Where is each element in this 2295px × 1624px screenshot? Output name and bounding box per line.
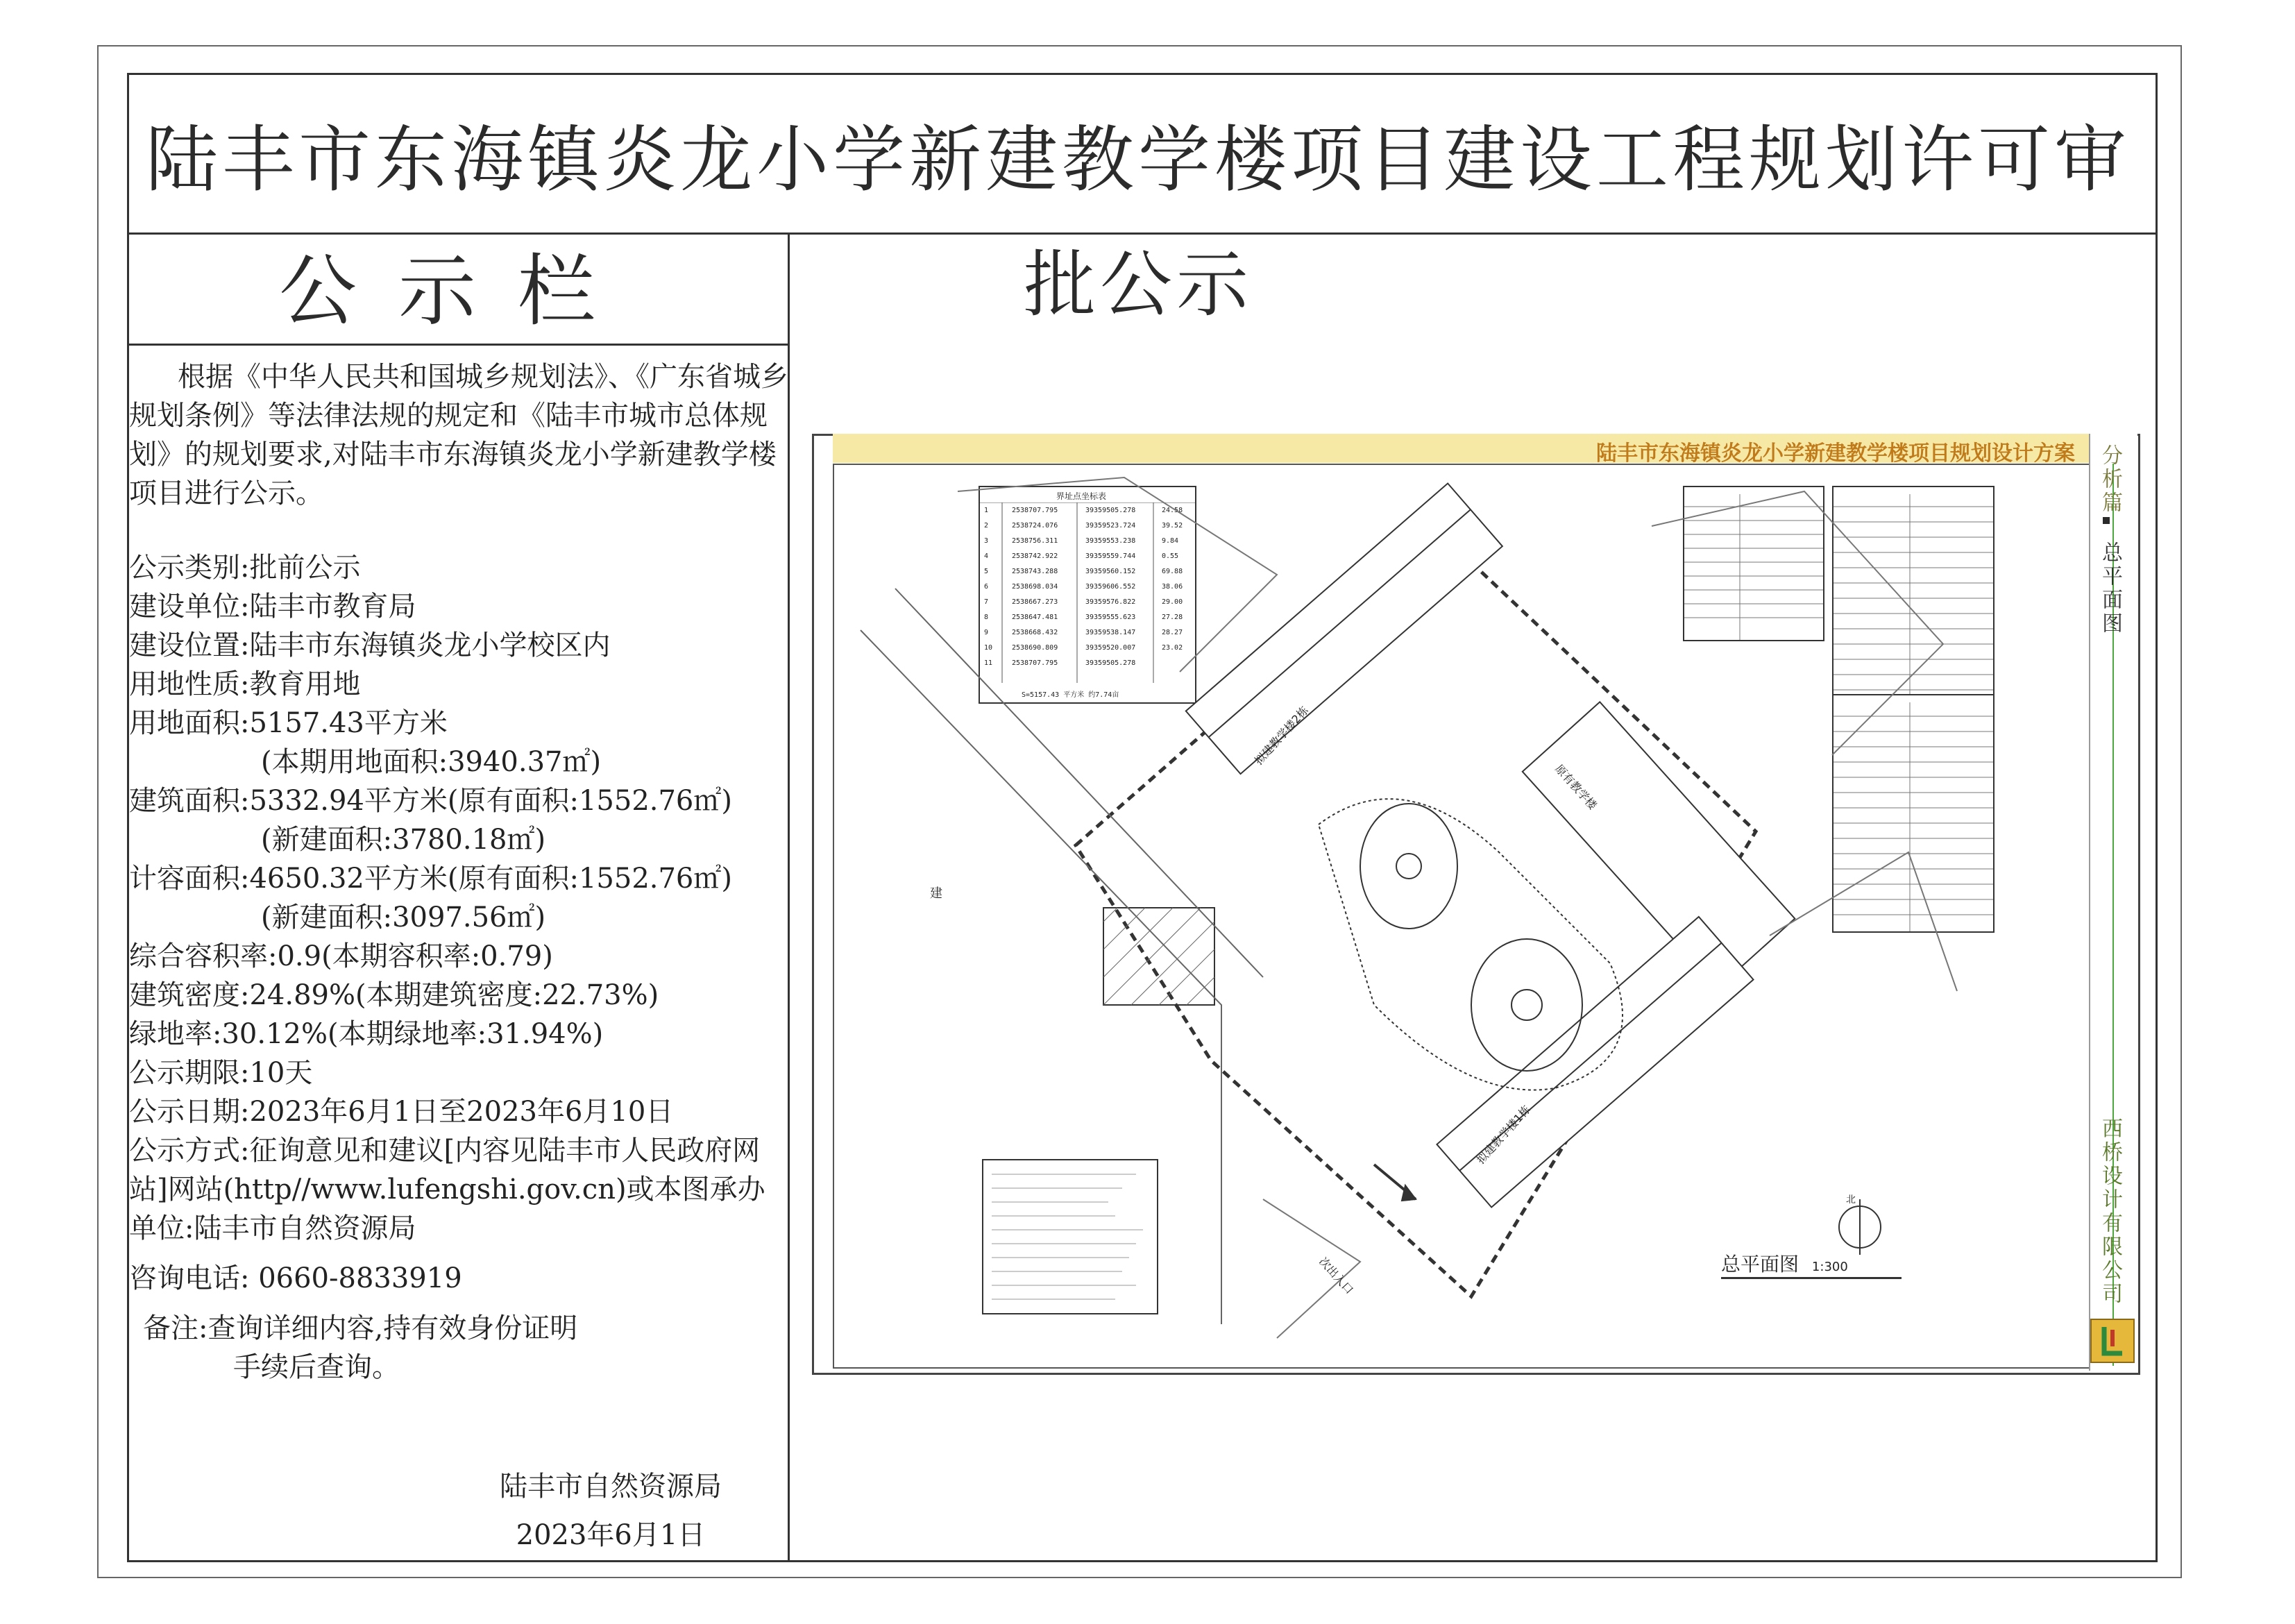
field-land-area: 用地面积:5157.43平方米 bbox=[129, 707, 448, 739]
boundary-cell: 2538667.273 bbox=[1012, 598, 1058, 606]
boundary-cell: 2538756.311 bbox=[1012, 537, 1058, 545]
field-location: 建设位置:陆丰市东海镇炎龙小学校区内 bbox=[129, 629, 611, 661]
boundary-cell: 27.28 bbox=[1162, 614, 1183, 621]
neighbor-parcels bbox=[958, 477, 1277, 672]
heading-divider bbox=[127, 344, 790, 346]
drawing-scale: 1:300 bbox=[1811, 1260, 1848, 1274]
boundary-cell: 39359520.007 bbox=[1085, 644, 1136, 652]
column-heading: 公示栏 bbox=[279, 246, 637, 337]
boundary-cell: 2538668.432 bbox=[1012, 629, 1058, 636]
page-title: 陆丰市东海镇炎龙小学新建教学楼项目建设工程规划许可审批公示 bbox=[145, 117, 2131, 327]
signature-org: 陆丰市自然资源局 bbox=[500, 1471, 722, 1503]
boundary-table-title: 界址点坐标表 bbox=[1056, 491, 1107, 501]
boundary-cell: 2 bbox=[984, 522, 989, 530]
boundary-cell: 3 bbox=[984, 537, 989, 545]
boundary-cell: 39359505.278 bbox=[1085, 659, 1136, 667]
boundary-cell: 23.02 bbox=[1162, 644, 1183, 652]
boundary-cell: 39359505.278 bbox=[1085, 507, 1136, 514]
boundary-cell: 1 bbox=[984, 507, 989, 514]
company-logo-icon bbox=[2090, 1319, 2135, 1363]
field-note-2: 手续后查询。 bbox=[233, 1351, 400, 1383]
boundary-cell: 11 bbox=[984, 659, 993, 667]
drawing-title-text: 总平面图 bbox=[1721, 1253, 1799, 1276]
field-land-area-current: (本期用地面积:3940.37㎡) bbox=[261, 746, 602, 778]
boundary-cell: 9 bbox=[984, 629, 989, 636]
boundary-cell: 6 bbox=[984, 583, 989, 591]
boundary-cell: 8 bbox=[984, 614, 989, 621]
hatched-area bbox=[1103, 908, 1214, 1005]
field-period: 公示期限:10天 bbox=[129, 1057, 313, 1089]
road-left-2 bbox=[895, 589, 1263, 977]
field-method: 公示方式:征询意见和建议[内容见陆丰市人民政府网站]网站(http//www.lufengshi.gov.cn)或本图承办单位:陆丰市自然资源局 bbox=[129, 1135, 765, 1244]
road-left bbox=[861, 630, 1221, 1324]
drawing-title-underline bbox=[1721, 1277, 1902, 1279]
field-far-area-new: (新建面积:3097.56㎡) bbox=[261, 902, 546, 933]
field-note-1: 备注:查询详细内容,持有效身份证明 bbox=[143, 1312, 578, 1344]
basketball-court-1 bbox=[1360, 804, 1457, 929]
boundary-cell: 39359538.147 bbox=[1085, 629, 1136, 636]
boundary-total: S=5157.43 平方米 约7.74亩 bbox=[1022, 691, 1119, 699]
notice-fields bbox=[129, 548, 788, 1387]
drawing-title bbox=[1721, 1249, 1848, 1277]
boundary-cell: 69.88 bbox=[1162, 568, 1183, 575]
boundary-cell: 38.06 bbox=[1162, 583, 1183, 591]
field-building-area-new: (新建面积:3780.18㎡) bbox=[261, 824, 546, 856]
basketball-court-2 bbox=[1471, 939, 1582, 1071]
boundary-cell: 39359606.552 bbox=[1085, 583, 1136, 591]
boundary-cell: 29.00 bbox=[1162, 598, 1183, 606]
boundary-cell: 39359523.724 bbox=[1085, 522, 1136, 530]
boundary-cell: 4 bbox=[984, 552, 989, 560]
boundary-cell: 39359576.822 bbox=[1085, 598, 1136, 606]
boundary-cell: 2538698.034 bbox=[1012, 583, 1058, 591]
north-label: 北 bbox=[1846, 1194, 1856, 1206]
boundary-cell: 2538742.922 bbox=[1012, 552, 1058, 560]
boundary-cell: 39359560.152 bbox=[1085, 568, 1136, 575]
boundary-cell: 9.84 bbox=[1162, 537, 1179, 545]
label-new-building-1: 拟建教学楼1栋 bbox=[1473, 1103, 1534, 1167]
field-builder: 建设单位:陆丰市教育局 bbox=[129, 591, 416, 623]
field-category: 公示类别:批前公示 bbox=[129, 552, 361, 584]
field-far: 综合容积率:0.9(本期容积率:0.79) bbox=[129, 940, 553, 972]
field-building-area: 建筑面积:5332.94平方米(原有面积:1552.76㎡) bbox=[129, 785, 732, 817]
boundary-cell: 39359555.623 bbox=[1085, 614, 1136, 621]
field-green: 绿地率:30.12%(本期绿地率:31.94%) bbox=[129, 1018, 604, 1050]
site-plan-drawing bbox=[833, 464, 2089, 1366]
field-density: 建筑密度:24.89%(本期建筑密度:22.73%) bbox=[129, 979, 659, 1011]
boundary-cell: 2538707.795 bbox=[1012, 507, 1058, 514]
label-existing: 原有教学楼 bbox=[1552, 761, 1600, 813]
field-dates: 公示日期:2023年6月1日至2023年6月10日 bbox=[129, 1096, 674, 1128]
signature-date: 2023年6月1日 bbox=[516, 1519, 706, 1551]
boundary-cell: 7 bbox=[984, 598, 989, 606]
boundary-cell: 2538707.795 bbox=[1012, 659, 1058, 667]
boundary-cell: 39.52 bbox=[1162, 522, 1183, 530]
boundary-cell: 0.55 bbox=[1162, 552, 1179, 560]
field-land-use: 用地性质:教育用地 bbox=[129, 668, 361, 700]
boundary-cell: 10 bbox=[984, 644, 993, 652]
plan-banner-title: 陆丰市东海镇炎龙小学新建教学楼项目规划设计方案 bbox=[1596, 441, 2075, 466]
label-new-building-2: 拟建教学楼2栋 bbox=[1251, 704, 1312, 768]
side-label-plan: 总平面图 bbox=[2098, 541, 2122, 636]
side-bullet-icon bbox=[2103, 517, 2110, 524]
boundary-cell: 2538724.076 bbox=[1012, 522, 1058, 530]
boundary-cell: 2538743.288 bbox=[1012, 568, 1058, 575]
side-label-company: 西桥设计有限公司 bbox=[2098, 1117, 2122, 1306]
intro-paragraph: 根据《中华人民共和国城乡规划法》、《广东省城乡规划条例》等法律法规的规定和《陆丰市城市总体规划》的规划要求,对陆丰市东海镇炎龙小学新建教学楼项目进行公示。 bbox=[129, 361, 788, 509]
label-road: 建 bbox=[930, 886, 942, 901]
boundary-cell: 5 bbox=[984, 568, 989, 575]
label-entrance: 次出入口 bbox=[1316, 1254, 1356, 1297]
boundary-cell: 2538690.809 bbox=[1012, 644, 1058, 652]
boundary-cell: 24.58 bbox=[1162, 507, 1183, 514]
field-far-area: 计容面积:4650.32平方米(原有面积:1552.76㎡) bbox=[129, 863, 732, 895]
new-building-2 bbox=[1186, 484, 1502, 775]
boundary-cell: 28.27 bbox=[1162, 629, 1183, 636]
boundary-cell: 2538647.481 bbox=[1012, 614, 1058, 621]
boundary-cell: 39359559.744 bbox=[1085, 552, 1136, 560]
existing-building bbox=[1523, 702, 1795, 988]
field-phone: 咨询电话: 0660-8833919 bbox=[129, 1262, 462, 1294]
boundary-cell: 39359553.238 bbox=[1085, 537, 1136, 545]
side-label-analysis: 分析篇 bbox=[2098, 444, 2122, 515]
